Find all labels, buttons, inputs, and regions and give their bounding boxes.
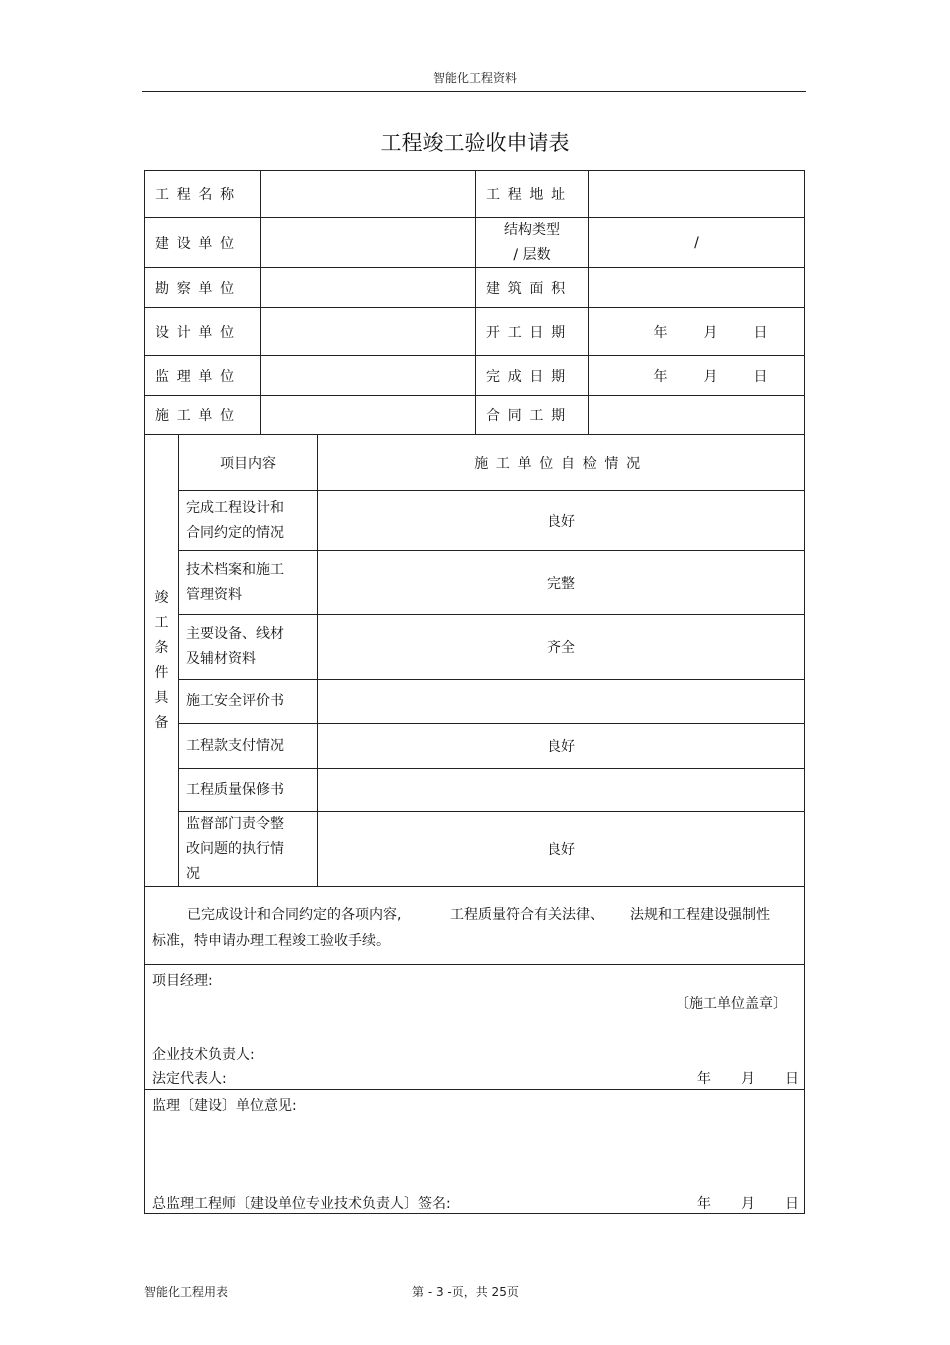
label-project-address: 工程地址 <box>475 170 589 218</box>
supervisor-sign-date <box>697 1193 799 1213</box>
field-construction-unit[interactable] <box>260 395 476 435</box>
field-design-unit[interactable] <box>260 307 476 356</box>
condition-status[interactable]: 良好 <box>317 490 805 551</box>
field-structure-type[interactable]: / <box>588 217 805 268</box>
start-date-month: 月 <box>703 324 718 341</box>
label-start-date: 开工日期 <box>475 307 589 356</box>
condition-item-line: 工程款支付情况 <box>186 737 284 754</box>
condition-item-line: 合同约定的情况 <box>186 524 284 541</box>
field-completion-date[interactable] <box>588 355 805 396</box>
label-contract-period: 合同工期 <box>475 395 589 435</box>
contractor-date-year: 年 <box>697 1071 711 1087</box>
form-title: 工程竣工验收申请表 <box>380 131 570 155</box>
contractor-date-day: 日 <box>785 1071 799 1087</box>
label-structure-type <box>475 217 589 268</box>
field-project-name[interactable] <box>260 170 476 218</box>
condition-item-line: 主要设备、线材 <box>186 626 284 642</box>
field-floor-area[interactable] <box>588 267 805 308</box>
statement-line1c: 法规和工程建设强制性 <box>630 907 770 923</box>
condition-item <box>178 811 318 887</box>
condition-status[interactable]: 良好 <box>317 723 805 769</box>
condition-item-line: 施工安全评价书 <box>186 693 284 709</box>
condition-item-line: 管理资料 <box>186 586 242 603</box>
condition-item-line: 况 <box>186 865 200 882</box>
side-char: 备 <box>154 714 169 731</box>
condition-item-line: 完成工程设计和 <box>186 499 284 516</box>
condition-status[interactable]: 良好 <box>317 811 805 887</box>
contractor-seal-label: 〔施工单位盖章〕 <box>675 996 787 1012</box>
field-contract-period[interactable] <box>588 395 805 435</box>
condition-item <box>178 490 318 551</box>
condition-item-line: 技术档案和施工 <box>186 561 284 578</box>
condition-status[interactable] <box>317 768 805 812</box>
supervisor-signature-label: 总监理工程师〔建设单位专业技术负责人〕签名: <box>152 1196 451 1212</box>
label-structure-type-line2: / 层数 <box>513 246 551 263</box>
side-char: 件 <box>154 664 169 681</box>
label-design-unit: 设计单位 <box>144 307 261 356</box>
side-char: 竣 <box>154 589 169 606</box>
legal-rep-label: 法定代表人: <box>152 1071 227 1087</box>
supervisor-date-year: 年 <box>697 1196 711 1212</box>
label-supervision-unit: 监理单位 <box>144 355 261 396</box>
supervisor-date-month: 月 <box>741 1196 755 1212</box>
field-developer[interactable] <box>260 217 476 268</box>
contractor-sign-date <box>697 1068 799 1088</box>
footer-left: 智能化工程用表 <box>144 1285 229 1299</box>
condition-item <box>178 723 318 769</box>
condition-item <box>178 550 318 615</box>
label-structure-type-line1: 结构类型 <box>504 221 560 238</box>
header-rule <box>142 91 806 92</box>
condition-item-line: 及辅材资料 <box>186 651 256 667</box>
completion-date-day: 日 <box>753 368 768 385</box>
field-survey-unit[interactable] <box>260 267 476 308</box>
contractor-sign-box <box>144 964 805 1090</box>
header-item-content: 项目内容 <box>178 434 318 491</box>
condition-status[interactable]: 完整 <box>317 550 805 615</box>
header-self-check: 施工单位自检情况 <box>317 434 805 491</box>
label-developer: 建设单位 <box>144 217 261 268</box>
condition-item <box>178 614 318 680</box>
footer-page-number: 第 - 3 -页，共 25页 <box>412 1285 519 1299</box>
label-floor-area: 建筑面积 <box>475 267 589 308</box>
side-char: 具 <box>154 689 169 706</box>
conditions-side-label <box>144 434 179 887</box>
start-date-day: 日 <box>753 324 768 341</box>
contractor-date-month: 月 <box>741 1071 755 1087</box>
page-header: 智能化工程资料 <box>432 71 517 85</box>
condition-status[interactable]: 齐全 <box>317 614 805 680</box>
field-start-date[interactable] <box>588 307 805 356</box>
completion-date-year: 年 <box>653 368 668 385</box>
condition-item <box>178 768 318 812</box>
start-date-year: 年 <box>653 324 668 341</box>
project-manager-label: 项目经理: <box>152 973 213 989</box>
supervisor-opinion-label: 监理〔建设〕单位意见: <box>152 1098 297 1114</box>
supervisor-sign-box <box>144 1089 805 1214</box>
condition-item-line: 改问题的执行情 <box>186 840 284 857</box>
tech-lead-label: 企业技术负责人: <box>152 1047 255 1063</box>
statement-line2: 标准，特申请办理工程竣工验收手续。 <box>152 933 390 949</box>
condition-item <box>178 679 318 724</box>
supervisor-date-day: 日 <box>785 1196 799 1212</box>
condition-item-line: 监督部门责令整 <box>186 815 284 832</box>
side-char: 条 <box>154 639 169 656</box>
statement-line1a: 已完成设计和合同约定的各项内容, <box>187 907 402 923</box>
side-char: 工 <box>154 614 169 631</box>
condition-item-line: 工程质量保修书 <box>186 781 284 798</box>
statement-line1b: 工程质量符合有关法律、 <box>450 907 604 923</box>
label-project-name: 工程名称 <box>144 170 261 218</box>
label-completion-date: 完成日期 <box>475 355 589 396</box>
field-supervision-unit[interactable] <box>260 355 476 396</box>
completion-date-month: 月 <box>703 368 718 385</box>
label-survey-unit: 勘察单位 <box>144 267 261 308</box>
statement-box <box>144 886 805 965</box>
condition-status[interactable] <box>317 679 805 724</box>
field-project-address[interactable] <box>588 170 805 218</box>
label-construction-unit: 施工单位 <box>144 395 261 435</box>
